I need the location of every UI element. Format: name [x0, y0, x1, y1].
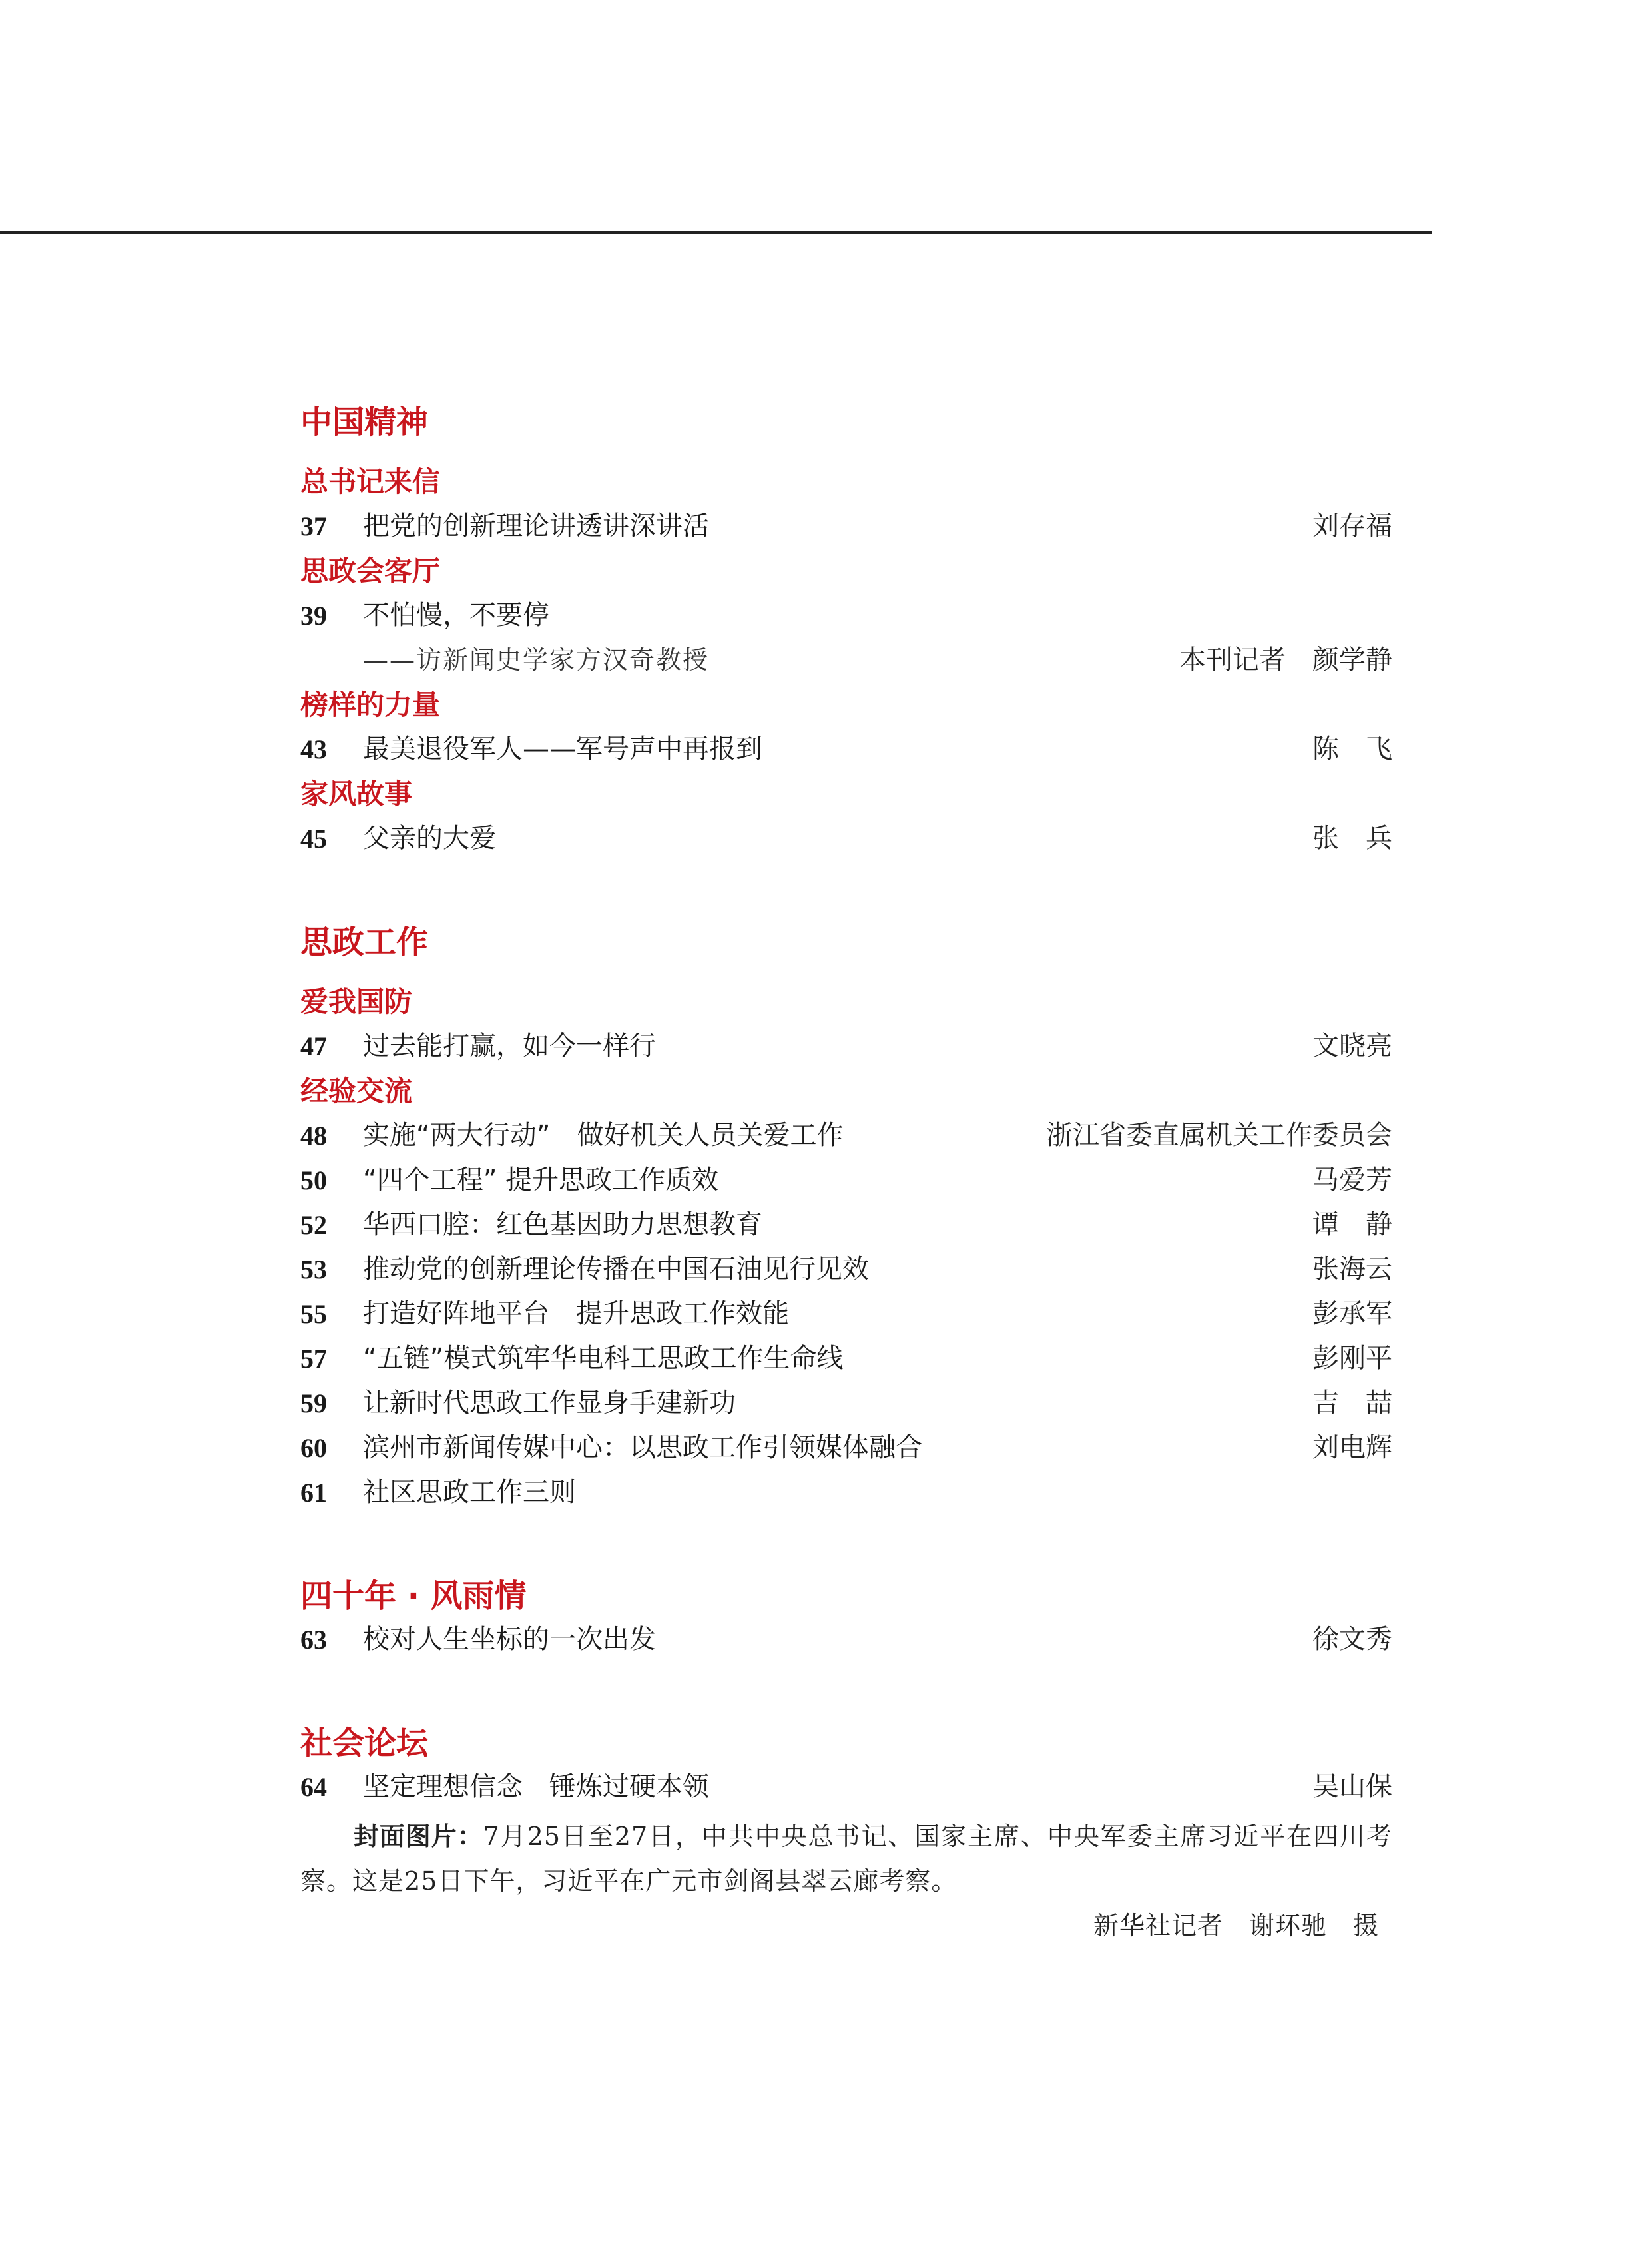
page-number: 50 [300, 1165, 327, 1195]
article-author: 陈 飞 [1312, 734, 1392, 764]
page-number: 39 [300, 601, 327, 631]
page-number: 55 [300, 1299, 327, 1329]
column-heading: 爱我国防 [300, 985, 413, 1018]
article-title: 不怕慢，不要停 [363, 600, 549, 631]
page-number: 61 [300, 1478, 327, 1508]
cover-caption-body: 7月25日至27日，中共中央总书记、国家主席、中央军委主席习近平在四川考察。这是25日下午，习近平在广元市剑阁县翠云廊考察。 [300, 1822, 1392, 1896]
section-heading: 社会论坛 [300, 1725, 429, 1762]
table-of-contents [300, 393, 1392, 1809]
page-number: 47 [300, 1031, 327, 1061]
column-heading: 榜样的力量 [300, 689, 441, 721]
page-number: 60 [300, 1433, 327, 1463]
page-number: 37 [300, 511, 327, 541]
toc-entry[interactable] [300, 1336, 1392, 1381]
toc-entry[interactable] [300, 1247, 1392, 1292]
article-author: 彭承军 [1312, 1298, 1392, 1329]
toc-entry[interactable] [300, 1617, 1392, 1662]
article-title: 实施“两大行动” 做好机关人员关爱工作 [363, 1120, 844, 1151]
toc-entry[interactable] [300, 593, 1392, 638]
article-title: 父亲的大爱 [363, 823, 496, 854]
article-author: 本刊记者 颜学静 [1179, 645, 1392, 675]
article-title: 社区思政工作三则 [363, 1477, 576, 1508]
toc-entry[interactable] [300, 504, 1392, 549]
toc-entry[interactable] [300, 1426, 1392, 1470]
toc-entry[interactable] [300, 1381, 1392, 1426]
cover-caption [300, 1815, 1392, 1948]
article-title: 打造好阵地平台 提升思政工作效能 [363, 1298, 789, 1329]
article-title: 滨州市新闻传媒中心：以思政工作引领媒体融合 [363, 1432, 922, 1463]
toc-entry[interactable] [300, 1470, 1392, 1515]
article-title: 过去能打赢，如今一样行 [363, 1031, 656, 1061]
column-heading: 思政会客厅 [300, 555, 441, 587]
page-number: 64 [300, 1772, 327, 1802]
page-number: 52 [300, 1210, 327, 1240]
article-author: 张海云 [1312, 1254, 1392, 1284]
toc-entry[interactable] [300, 638, 1392, 683]
article-author: 刘电辉 [1312, 1432, 1392, 1463]
article-author: 马爱芳 [1312, 1165, 1392, 1195]
toc-entry[interactable] [300, 1024, 1392, 1069]
page-number: 43 [300, 734, 327, 764]
cover-caption-label: 封面图片： [354, 1822, 483, 1851]
section-heading: 思政工作 [300, 924, 429, 961]
toc-entry[interactable] [300, 727, 1392, 772]
article-title: 最美退役军人——军号声中再报到 [363, 734, 762, 764]
toc-entry[interactable] [300, 1765, 1392, 1809]
article-title: 把党的创新理论讲透讲深讲活 [363, 511, 709, 541]
toc-entry[interactable] [300, 1292, 1392, 1336]
article-author: 吴山保 [1312, 1771, 1392, 1802]
article-author: 张 兵 [1312, 823, 1392, 854]
article-author: 彭刚平 [1312, 1343, 1392, 1374]
article-title: 校对人生坐标的一次出发 [363, 1624, 656, 1655]
article-title: 推动党的创新理论传播在中国石油见行见效 [363, 1254, 869, 1284]
page-number: 63 [300, 1625, 327, 1655]
section-heading: 四十年 · 风雨情 [300, 1577, 527, 1615]
article-author: 浙江省委直属机关工作委员会 [1046, 1120, 1392, 1151]
column-heading: 经验交流 [300, 1075, 413, 1107]
page-number: 48 [300, 1121, 327, 1151]
section-heading: 中国精神 [300, 404, 429, 441]
column-heading: 总书记来信 [300, 465, 441, 498]
toc-entry[interactable] [300, 1113, 1392, 1158]
article-title: 坚定理想信念 锤炼过硬本领 [363, 1771, 709, 1802]
article-author: 文晓亮 [1312, 1031, 1392, 1061]
page-number: 45 [300, 824, 327, 854]
toc-entry[interactable] [300, 816, 1392, 861]
toc-entry[interactable] [300, 1203, 1392, 1247]
article-author: 吉 喆 [1312, 1388, 1392, 1418]
article-author: 徐文秀 [1312, 1624, 1392, 1655]
cover-photo-credit: 新华社记者 谢环驰 摄 [1093, 1911, 1379, 1940]
article-author: 谭 静 [1312, 1209, 1392, 1240]
cover-caption-text [300, 1815, 1392, 1904]
article-subtitle: ——访新闻史学家方汉奇教授 [363, 645, 710, 675]
page-number: 53 [300, 1255, 327, 1284]
toc-entry[interactable] [300, 1158, 1392, 1203]
page-number: 59 [300, 1388, 327, 1418]
article-author: 刘存福 [1312, 511, 1392, 541]
article-title: “五链”模式筑牢华电科工思政工作生命线 [363, 1343, 844, 1374]
page-number: 57 [300, 1344, 327, 1374]
article-title: “四个工程” 提升思政工作质效 [363, 1165, 719, 1195]
column-heading: 家风故事 [300, 778, 413, 810]
article-title: 华西口腔：红色基因助力思想教育 [363, 1209, 762, 1240]
article-title: 让新时代思政工作显身手建新功 [363, 1388, 736, 1418]
top-rule [0, 231, 1432, 234]
